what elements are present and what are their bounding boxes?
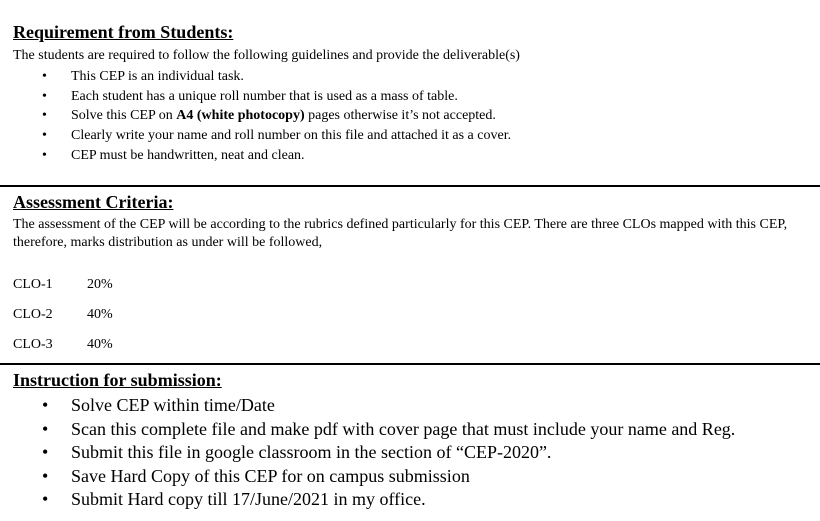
requirements-heading: Requirement from Students: <box>13 22 234 42</box>
submission-text: Scan this complete file and make pdf with cover page that must include your name and Reg. <box>71 418 736 439</box>
clo-name: CLO-1 <box>13 277 53 292</box>
submission-text: Solve CEP within time/Date <box>71 395 275 415</box>
list-item <box>0 106 511 126</box>
clo-row <box>13 307 113 323</box>
bullet-icon: • <box>42 418 49 439</box>
list-item <box>0 126 511 146</box>
submission-text: Submit this file in google classroom in the section of “CEP-2020”. <box>71 442 552 462</box>
clo-row <box>13 337 113 353</box>
submission-text: Submit Hard copy till 17/June/2021 in my office. <box>71 489 426 509</box>
bullet-icon: • <box>42 128 47 144</box>
submission-heading: Instruction for submission: <box>13 370 222 390</box>
requirement-text-after: pages otherwise it’s not accepted. <box>304 108 496 124</box>
assessment-description: The assessment of the CEP will be according to the rubrics defined particularly for this CEP. There are three CLOs mapped with this CEP, therefore, marks distribution as under will be followed, <box>13 217 788 250</box>
requirement-text: Each student has a unique roll number that is used as a mass of table. <box>71 88 458 104</box>
clo-percent: 40% <box>87 337 113 352</box>
requirement-text-bold: A4 (white photocopy) <box>176 108 305 124</box>
requirement-text-before: Solve this CEP on <box>71 108 177 124</box>
clo-name: CLO-2 <box>13 307 53 322</box>
section-divider <box>0 185 820 187</box>
list-item <box>0 441 735 465</box>
section-divider <box>0 363 820 365</box>
bullet-icon: • <box>42 108 47 124</box>
submission-list <box>0 394 735 512</box>
bullet-icon: • <box>42 395 49 415</box>
requirement-text: This CEP is an individual task. <box>71 69 244 84</box>
requirement-text: Clearly write your name and roll number on this file and attached it as a cover. <box>71 128 512 144</box>
list-item <box>0 465 735 489</box>
clo-name: CLO-3 <box>13 337 53 352</box>
requirements-list <box>0 67 511 165</box>
clo-percent: 40% <box>87 307 113 322</box>
list-item <box>0 67 511 87</box>
bullet-icon: • <box>42 465 49 486</box>
list-item <box>0 87 511 107</box>
bullet-icon: • <box>42 88 47 104</box>
bullet-icon: • <box>42 147 47 163</box>
list-item <box>0 488 735 512</box>
assessment-heading: Assessment Criteria: <box>13 192 174 212</box>
requirement-text: CEP must be handwritten, neat and clean. <box>71 147 305 163</box>
list-item <box>0 146 511 166</box>
submission-text: Save Hard Copy of this CEP for on campus submission <box>71 465 470 486</box>
clo-percent: 20% <box>87 277 113 292</box>
bullet-icon: • <box>42 442 49 462</box>
list-item <box>0 418 735 442</box>
clo-row <box>13 277 113 293</box>
bullet-icon: • <box>42 489 49 509</box>
list-item <box>0 394 735 418</box>
bullet-icon: • <box>42 69 47 84</box>
requirements-intro: The students are required to follow the following guidelines and provide the deliverable(s) <box>13 48 520 63</box>
